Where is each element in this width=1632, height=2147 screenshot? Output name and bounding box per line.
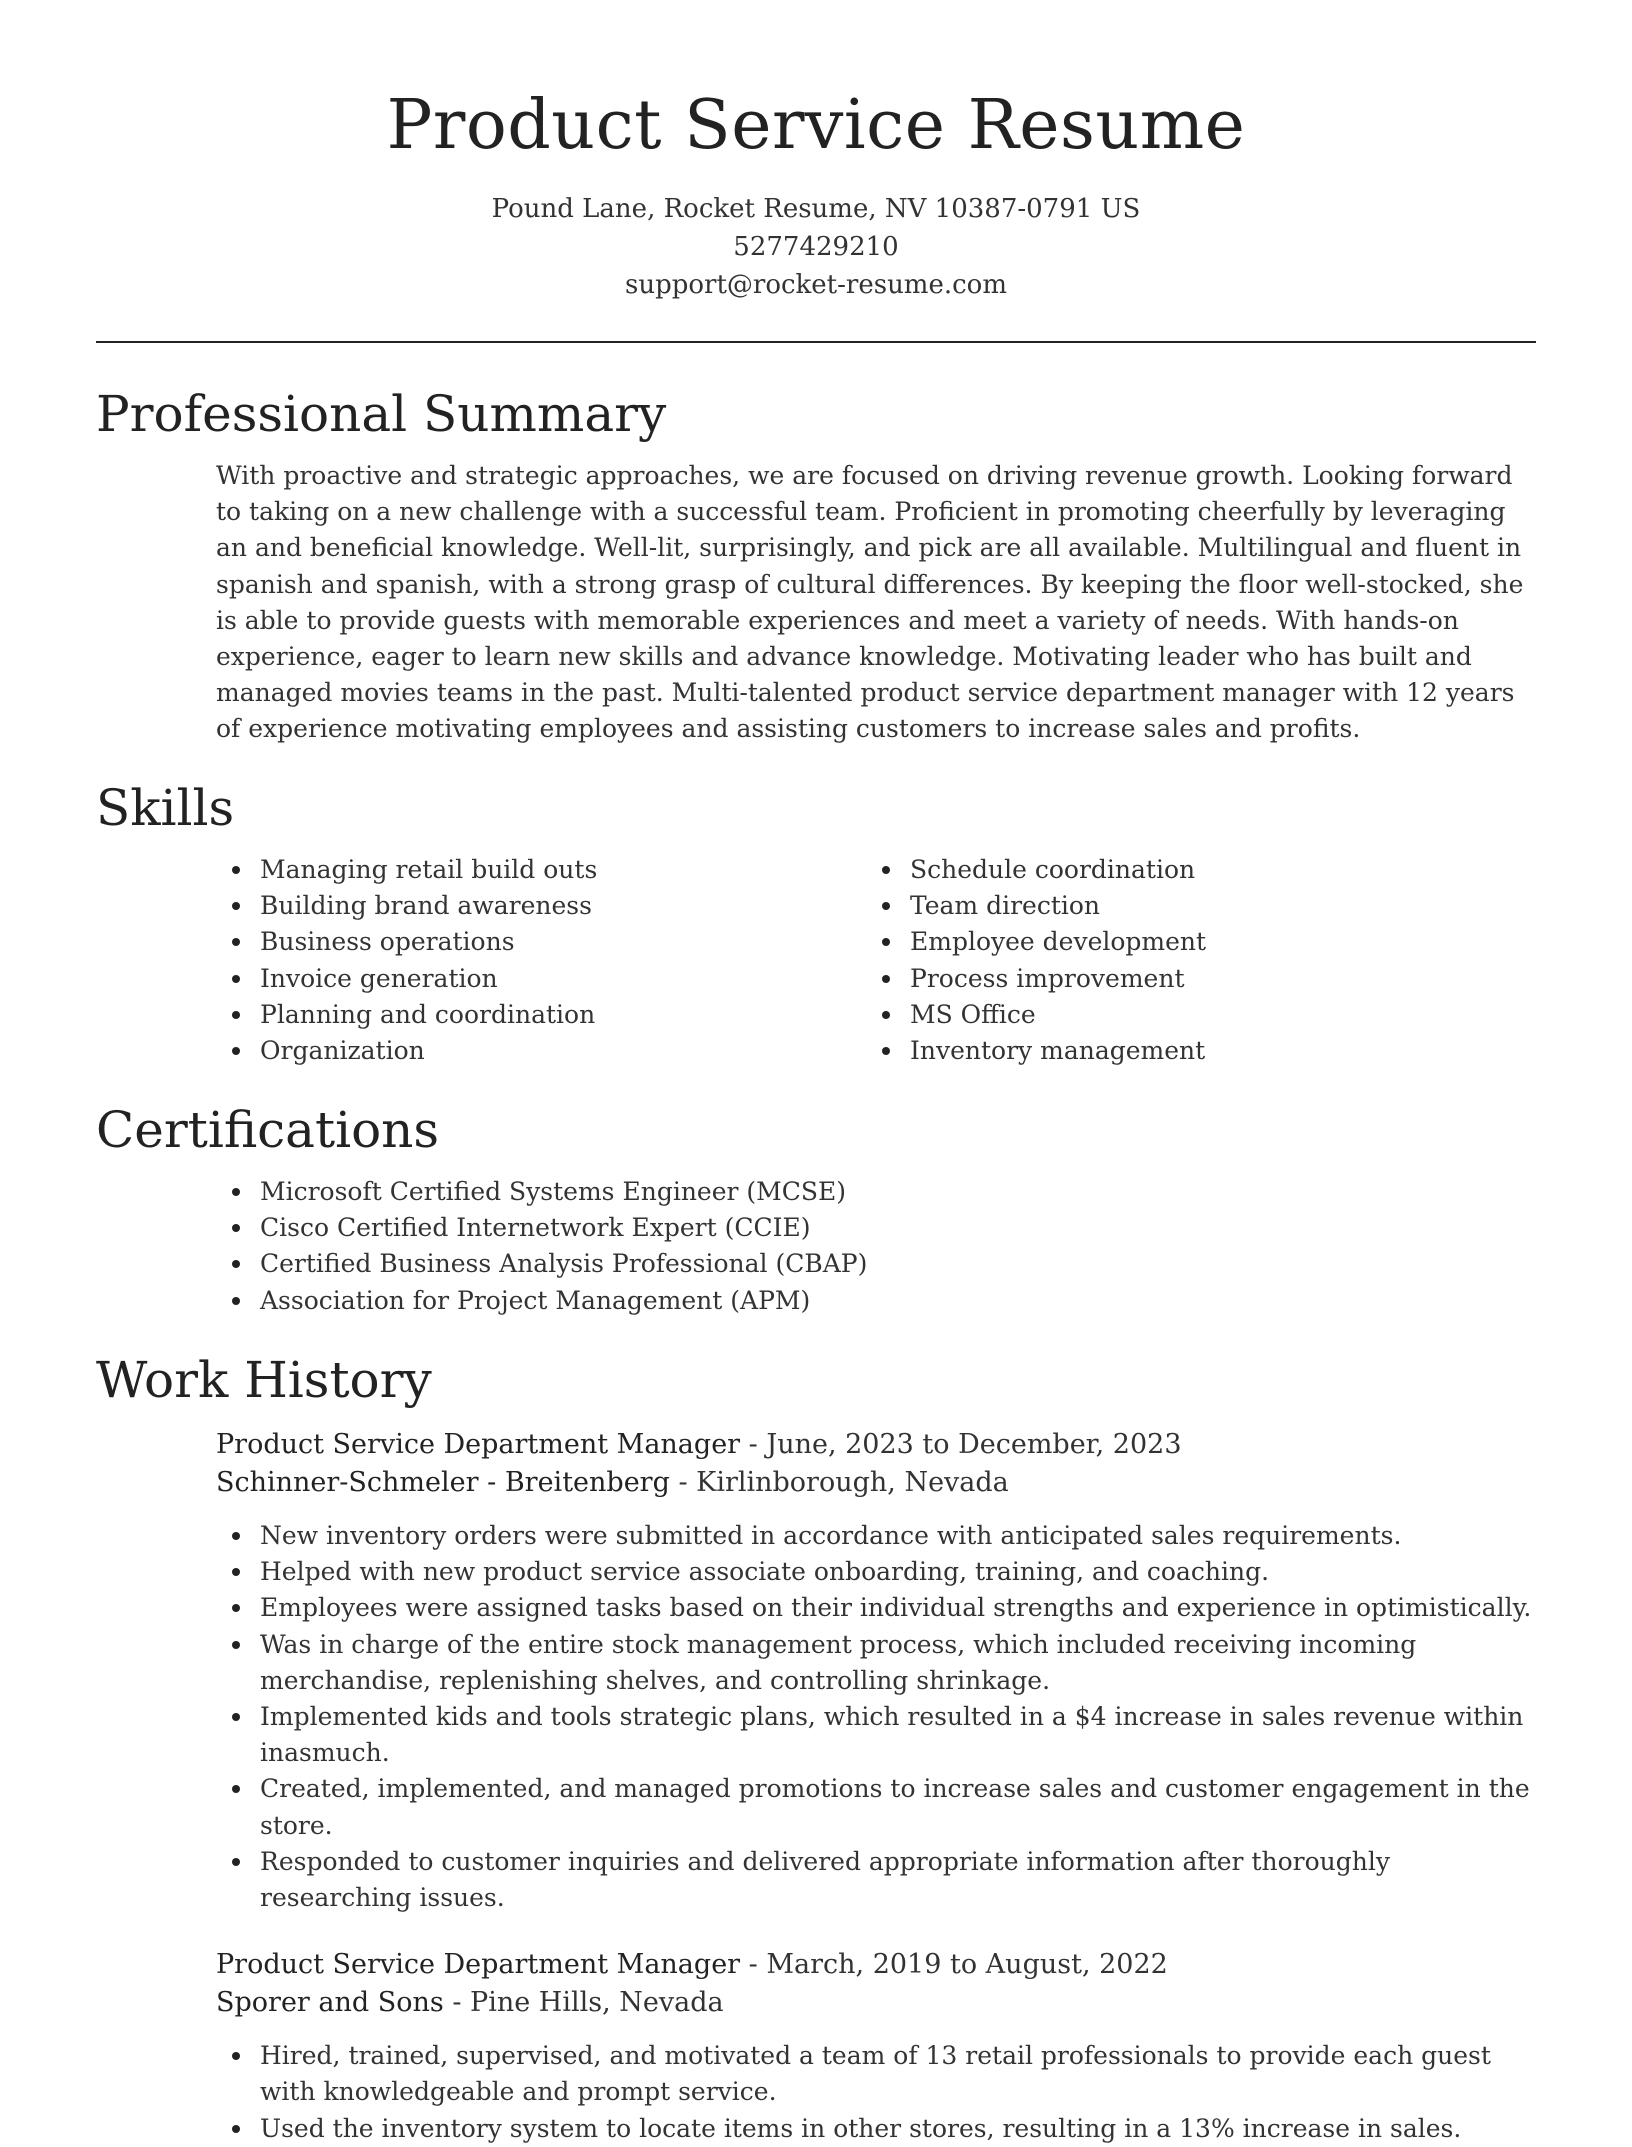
contact-email[interactable]: support@rocket-resume.com — [624, 270, 1007, 300]
job-entry — [216, 1426, 1536, 1916]
job-company-line — [216, 1984, 1536, 2022]
work-history-section — [96, 1348, 1536, 2147]
skill-item: Schedule coordination — [866, 852, 1516, 888]
job-title: Product Service Department Manager — [216, 1949, 741, 1981]
work-history-heading: Work History — [96, 1351, 432, 1409]
skills-section — [96, 776, 1536, 1069]
skill-item: Business operations — [216, 924, 866, 960]
job-bullet-list — [216, 1518, 1536, 1916]
skill-item: Organization — [216, 1033, 866, 1069]
certifications-list — [216, 1174, 1536, 1319]
skill-item: Invoice generation — [216, 961, 866, 997]
skills-list-right — [866, 852, 1516, 1069]
certification-item: Association for Project Management (APM) — [216, 1283, 1536, 1319]
job-entry — [216, 1946, 1536, 2147]
job-bullet: Hired, trained, supervised, and motivated a team of 13 retail professionals to provide each guest with knowledgeable and prompt service. — [216, 2038, 1536, 2110]
skill-item: Planning and coordination — [216, 997, 866, 1033]
certification-item: Cisco Certified Internetwork Expert (CCIE) — [216, 1210, 1536, 1246]
job-bullet: Employees were assigned tasks based on their individual strengths and experience in optimistically. — [216, 1590, 1536, 1626]
job-company: Schinner-Schmeler - Breitenberg — [216, 1467, 670, 1498]
job-bullet: Used the inventory system to locate items in other stores, resulting in a 13% increase in sales. — [216, 2111, 1536, 2147]
skills-heading: Skills — [96, 779, 235, 837]
skills-grid — [216, 852, 1536, 1069]
job-bullet: Responded to customer inquiries and delivered appropriate information after thoroughly researching issues. — [216, 1844, 1536, 1916]
job-company: Sporer and Sons — [216, 1987, 444, 2019]
skill-item: Inventory management — [866, 1033, 1516, 1069]
job-dates: - June, 2023 to December, 2023 — [740, 1429, 1182, 1460]
resume-title: Product Service Resume — [386, 86, 1246, 165]
job-bullet: New inventory orders were submitted in accordance with anticipated sales requirements. — [216, 1518, 1536, 1554]
job-dates: - March, 2019 to August, 2022 — [740, 1949, 1168, 1981]
resume-header — [0, 0, 1632, 304]
skills-list-left — [216, 852, 866, 1069]
summary-section — [96, 382, 1536, 748]
certification-item: Microsoft Certified Systems Engineer (MCSE) — [216, 1174, 1536, 1210]
skill-item: Process improvement — [866, 961, 1516, 997]
skill-item: Employee development — [866, 924, 1516, 960]
contact-address: Pound Lane, Rocket Resume, NV 10387-0791 US — [491, 194, 1141, 224]
skill-item: Managing retail build outs — [216, 852, 866, 888]
job-bullet: Created, implemented, and managed promotions to increase sales and customer engagement in the store. — [216, 1771, 1536, 1843]
summary-text: With proactive and strategic approaches, we are focused on driving revenue growth. Looking forward to taking on a new challenge with a successful team. Proficient in promoting cheerfully by leveraging an and beneficial knowledge. Well-lit, surprisingly, and pick are all available. Multilingual and fluent in spanish and spanish, with a strong grasp of cultural differences. By keeping the floor well-stocked, she is able to provide guests with memorable experiences and meet a variety of needs. With hands-on experience, eager to learn new skills and advance knowledge. Motivating leader who has built and managed movies teams in the past. Multi-talented product service department manager with 12 years of experience motivating employees and assisting customers to increase sales and profits. — [216, 461, 1524, 744]
certifications-heading: Certifications — [96, 1101, 440, 1159]
job-location: - Pine Hills, Nevada — [443, 1987, 724, 2019]
certification-item: Certified Business Analysis Professional (CBAP) — [216, 1246, 1536, 1282]
contact-phone: 5277429210 — [733, 232, 899, 262]
job-bullet: Was in charge of the entire stock management process, which included receiving incoming merchandise, replenishing shelves, and controlling shrinkage. — [216, 1627, 1536, 1699]
job-title-line — [216, 1426, 1536, 1464]
skill-item: MS Office — [866, 997, 1516, 1033]
job-title-line — [216, 1946, 1536, 1984]
contact-info — [0, 190, 1632, 304]
job-location: - Kirlinborough, Nevada — [669, 1467, 1009, 1498]
job-title: Product Service Department Manager — [216, 1429, 741, 1460]
certifications-section — [96, 1098, 1536, 1319]
job-bullet-list — [216, 2038, 1536, 2147]
job-bullet: Implemented kids and tools strategic plans, which resulted in a $4 increase in sales revenue within inasmuch. — [216, 1699, 1536, 1771]
job-bullet: Helped with new product service associate onboarding, training, and coaching. — [216, 1554, 1536, 1590]
job-company-line — [216, 1464, 1536, 1502]
skill-item: Team direction — [866, 888, 1516, 924]
summary-heading: Professional Summary — [96, 385, 667, 443]
skill-item: Building brand awareness — [216, 888, 866, 924]
header-divider — [96, 341, 1536, 343]
